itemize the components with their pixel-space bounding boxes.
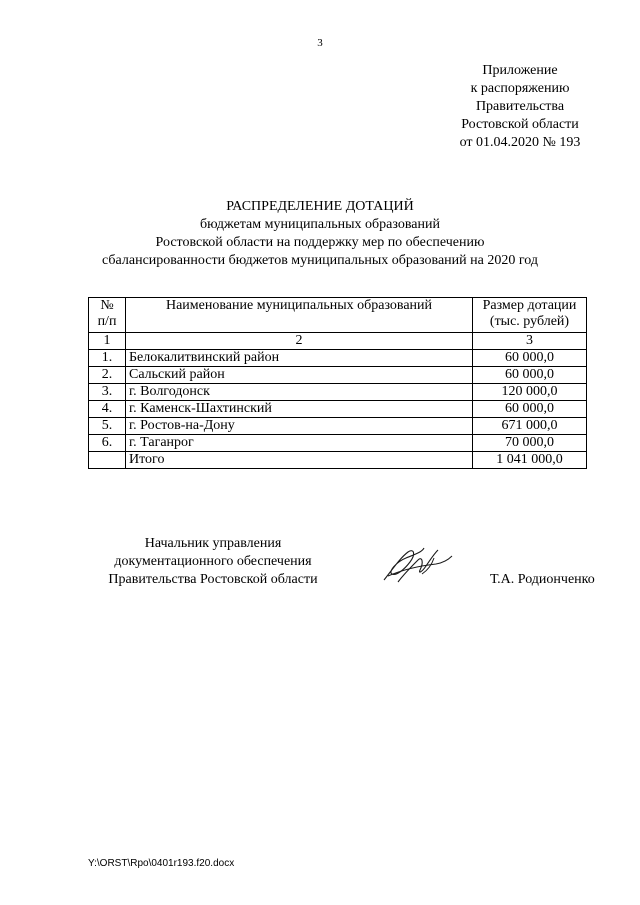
appendix-line: Правительства [475, 99, 565, 114]
table-row [89, 350, 587, 367]
total-amount: 1 041 000,0 [473, 452, 587, 469]
table-header-row [89, 298, 587, 333]
row-amount: 60 000,0 [473, 367, 587, 384]
title-line: бюджетам муниципальных образований [200, 217, 440, 232]
signer-position-line: Начальник управления [144, 536, 282, 551]
column-index: 3 [473, 333, 587, 350]
header-amount [473, 298, 587, 333]
document-title [0, 198, 640, 270]
row-name: г. Таганрог [126, 435, 473, 452]
total-label: Итого [126, 452, 473, 469]
header-amount-line: Размер дотации [482, 298, 577, 313]
signer-position [88, 535, 338, 589]
header-amount-line: (тыс. рублей) [489, 314, 570, 329]
appendix-block [440, 62, 600, 152]
row-name: Белокалитвинский район [126, 350, 473, 367]
table-total-row [89, 452, 587, 469]
appendix-line: от 01.04.2020 № 193 [459, 135, 581, 150]
header-num-line: № [100, 298, 114, 313]
row-name: г. Ростов-на-Дону [126, 418, 473, 435]
row-amount: 70 000,0 [473, 435, 587, 452]
row-amount: 60 000,0 [473, 350, 587, 367]
table-row [89, 418, 587, 435]
appendix-line: Приложение [482, 63, 558, 78]
subsidy-table [88, 297, 587, 469]
header-num-line: п/п [97, 314, 117, 329]
row-num: 3. [89, 384, 126, 401]
row-num: 2. [89, 367, 126, 384]
header-num [89, 298, 126, 333]
table-row [89, 384, 587, 401]
row-num: 1. [89, 350, 126, 367]
title-heading: РАСПРЕДЕЛЕНИЕ ДОТАЦИЙ [226, 199, 414, 214]
row-amount: 671 000,0 [473, 418, 587, 435]
table-row [89, 401, 587, 418]
signer-position-line: документационного обеспечения [114, 554, 312, 569]
row-num: 5. [89, 418, 126, 435]
row-amount: 120 000,0 [473, 384, 587, 401]
page-number: 3 [317, 37, 323, 49]
row-name: Сальский район [126, 367, 473, 384]
signer-position-line: Правительства Ростовской области [108, 572, 318, 587]
title-line: Ростовской области на поддержку мер по обеспечению [155, 235, 485, 250]
row-name: г. Волгодонск [126, 384, 473, 401]
column-index: 2 [126, 333, 473, 350]
table-row [89, 367, 587, 384]
appendix-line: Ростовской области [461, 117, 579, 132]
appendix-line: к распоряжению [470, 81, 570, 96]
column-index-row [89, 333, 587, 350]
title-line: сбалансированности бюджетов муниципальных образований на 2020 год [102, 253, 538, 268]
row-amount: 60 000,0 [473, 401, 587, 418]
table-row [89, 435, 587, 452]
row-num: 6. [89, 435, 126, 452]
signer-name: Т.А. Родионченко [490, 572, 595, 587]
handwritten-signature [378, 540, 458, 590]
file-path-footer: Y:\ORST\Rpo\0401r193.f20.docx [88, 858, 235, 869]
total-num-empty [89, 452, 126, 469]
row-num: 4. [89, 401, 126, 418]
column-index: 1 [89, 333, 126, 350]
header-name: Наименование муниципальных образований [126, 298, 473, 333]
row-name: г. Каменск-Шахтинский [126, 401, 473, 418]
